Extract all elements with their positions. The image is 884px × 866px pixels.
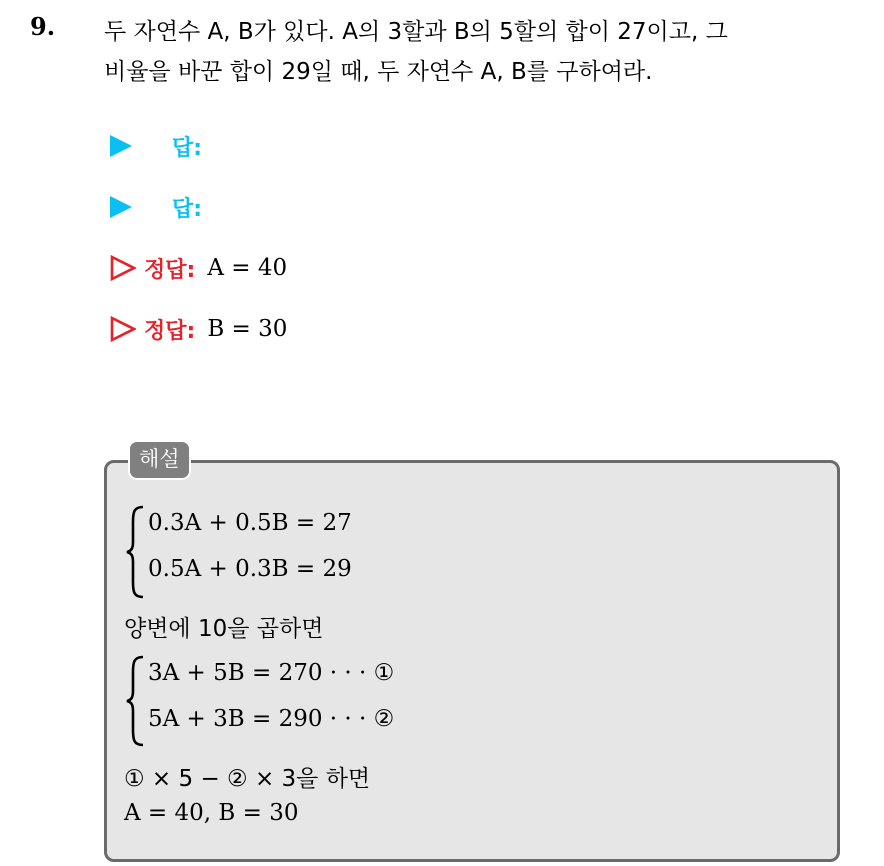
answer-label-2: 답: bbox=[172, 196, 203, 222]
answer-row-1 bbox=[110, 128, 202, 164]
equation-1-2: 0.5A + 0.3B = 29 bbox=[148, 556, 352, 582]
explanation-tab: 해설 bbox=[128, 440, 191, 480]
equation-1-1: 0.3A + 0.5B = 27 bbox=[148, 510, 352, 536]
question-text bbox=[104, 12, 874, 92]
equation-2-2: 5A + 3B = 290 · · · ② bbox=[148, 706, 395, 732]
answer-row-2 bbox=[110, 189, 202, 225]
solid-triangle-icon bbox=[110, 196, 132, 218]
equation-2-1: 3A + 5B = 270 · · · ① bbox=[148, 660, 395, 686]
correct-answer-value-2: B = 30 bbox=[207, 316, 288, 342]
question-line-2: 비율을 바꾼 합이 29일 때, 두 자연수 A, B를 구하여라. bbox=[104, 59, 653, 85]
equation-system-2 bbox=[124, 654, 524, 748]
correct-answer-label-1: 정답: bbox=[144, 257, 196, 283]
outline-triangle-icon bbox=[110, 255, 136, 281]
question-line-1: 두 자연수 A, B가 있다. A의 3할과 B의 5할의 합이 27이고, 그 bbox=[104, 19, 728, 45]
correct-answer-row-2 bbox=[110, 311, 287, 347]
left-brace-icon bbox=[124, 654, 146, 748]
correct-answer-label-2: 정답: bbox=[144, 318, 196, 344]
solid-triangle-icon bbox=[110, 135, 132, 157]
explanation-result: A = 40, B = 30 bbox=[124, 800, 299, 826]
equation-system-1 bbox=[124, 504, 524, 600]
answer-label-1: 답: bbox=[172, 135, 203, 161]
correct-answer-value-1: A = 40 bbox=[207, 255, 288, 281]
explanation-step-2: ① × 5 − ② × 3을 하면 bbox=[124, 766, 371, 792]
correct-answer-row-1 bbox=[110, 250, 287, 286]
question-number: 9. bbox=[30, 12, 56, 41]
left-brace-icon bbox=[124, 504, 146, 600]
outline-triangle-icon bbox=[110, 316, 136, 342]
explanation-step-1: 양변에 10을 곱하면 bbox=[124, 616, 324, 642]
